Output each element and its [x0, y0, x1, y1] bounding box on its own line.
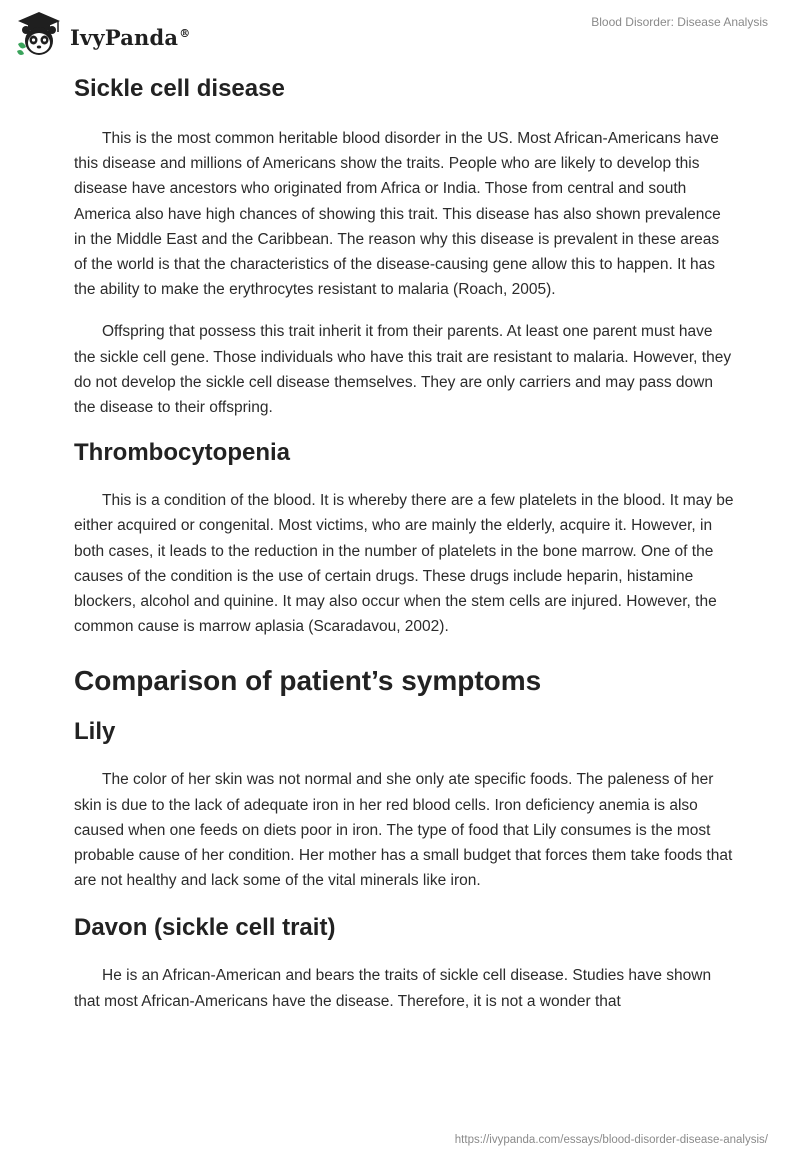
paragraph-sickle-2: Offspring that possess this trait inherit it from their parents. At least one parent must have the sickle cell gene. Those individuals who have this trait are resistant to malaria. However, they do not develop the sickle cell disease themselves. They are only carriers and may pass down the disease to their offspring. — [74, 323, 732, 417]
document-title: Blood Disorder: Disease Analysis — [591, 15, 768, 29]
source-url[interactable]: https://ivypanda.com/essays/blood-disorder-disease-analysis/ — [454, 1134, 768, 1146]
paragraph-lily-1: The color of her skin was not normal and she only ate specific foods. The paleness of her skin is due to the lack of adequate iron in her red blood cells. Iron deficiency anemia is also caused when one feeds on diets poor in iron. The type of food that Lily consumes is the most probable cause of her condition. Her mother has a small budget that forces them take foods that are not healthy and lack some of the vital minerals like iron. — [74, 771, 733, 890]
brand-name: IvyPanda® — [70, 24, 191, 50]
paragraph-thrombo-1: This is a condition of the blood. It is whereby there are a few platelets in the blood. It may be either acquired or congenital. Most victims, who are mainly the elderly, acquire it. However, in both cases, it leads to the reduction in the number of platelets in the bone marrow. One of the causes of the condition is the use of certain drugs. These drugs include heparin, histamine blockers, alcohol and quinine. It may also occur when the stem cells are injured. However, the common cause is marrow aplasia (Scaradavou, 2002). — [74, 492, 734, 636]
article-body — [74, 70, 734, 1014]
heading-davon: Davon (sickle cell trait) — [74, 914, 336, 942]
paragraph-davon-1: He is an African-American and bears the traits of sickle cell disease. Studies have shown that most African-Americans have the disease. Therefore, it is not a wonder that — [74, 967, 712, 1010]
heading-thrombocytopenia: Thrombocytopenia — [74, 439, 291, 467]
heading-lily: Lily — [74, 718, 116, 746]
brand-logo[interactable] — [14, 10, 190, 60]
panda-graduate-icon — [14, 10, 64, 60]
heading-sickle-cell-disease: Sickle cell disease — [74, 75, 285, 102]
paragraph-sickle-1: This is the most common heritable blood disorder in the US. Most African-Americans have this disease and millions of Americans show the traits. People who are likely to develop this disease have ancestors who originated from Africa or India. Those from central and south America also have high chances of showing this trait. This disease has also shown prevalence in the Middle East and the Caribbean. The reason why this disease is prevalent in these areas of the world is that the characteristics of the disease-causing gene allow this to happen. It has the ability to make the erythrocytes resistant to malaria (Roach, 2005). — [74, 130, 721, 299]
page-header — [0, 0, 800, 70]
heading-comparison: Comparison of patient’s symptoms — [74, 665, 542, 697]
